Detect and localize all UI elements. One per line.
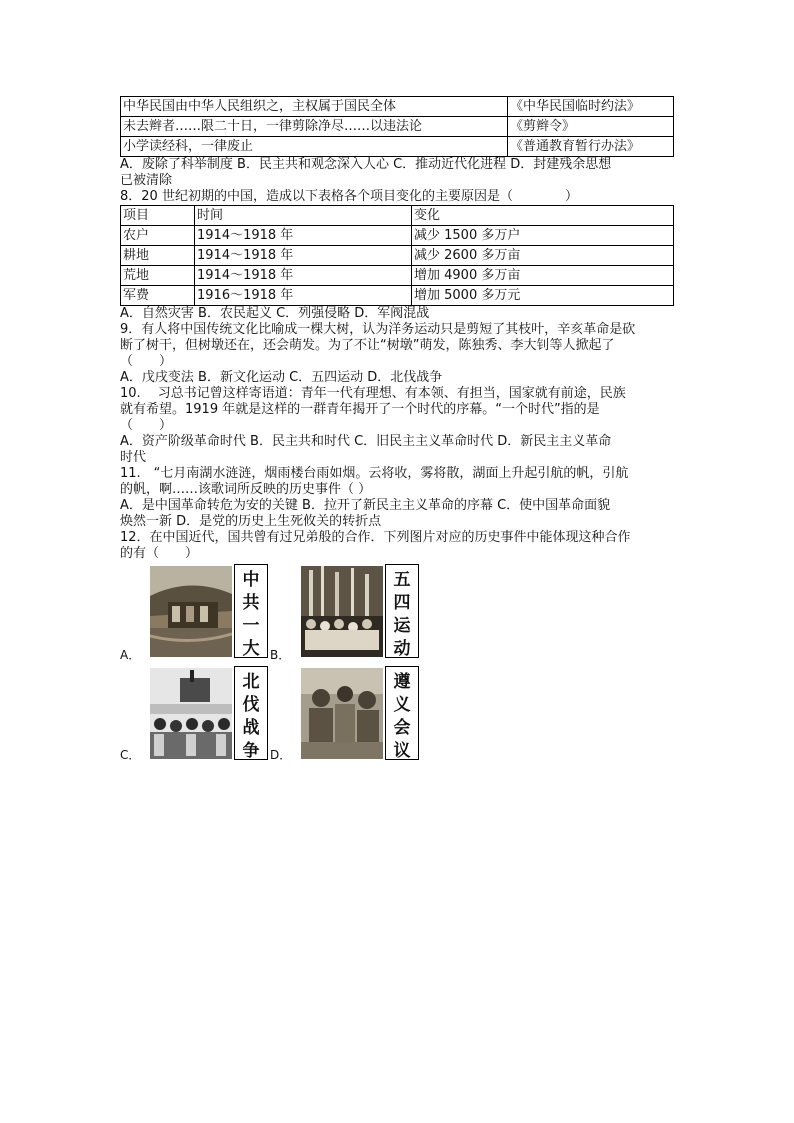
caption-char: 战: [242, 718, 260, 738]
caption-box-d: [385, 666, 419, 760]
caption-char: 伐: [242, 695, 260, 715]
option-letter-a: A．: [120, 648, 141, 662]
table-cell: 1916～1918 年: [195, 286, 412, 306]
table-cell: 《剪辫令》: [508, 117, 674, 137]
table-row: [121, 226, 674, 246]
table-row: [121, 246, 674, 266]
caption-char: 大: [242, 639, 260, 659]
q9-stem-line2: 断了树干，但树墩还在，还会萌发。为了不让“树墩”萌发，陈独秀、李大钊等人掀起了: [120, 338, 615, 353]
table-cell: 增加 5000 多万元: [412, 286, 674, 306]
q8-stem: 8．20 世纪初期的中国，造成以下表格各个项目变化的主要原因是（ ）: [120, 189, 578, 204]
column-header: 时间: [195, 206, 412, 226]
q10-options: A．资产阶级革命时代 B．民主共和时代 C．旧民主主义革命时代 D．新民主主义革命: [120, 434, 612, 449]
photo-zunyi-conference: [301, 668, 383, 759]
caption-char: 议: [393, 741, 411, 761]
caption-char: 四: [393, 593, 411, 613]
table-cell: 增加 4900 多万亩: [412, 266, 674, 286]
table-cell: 中华民国由中华人民组织之，主权属于国民全体: [121, 97, 508, 117]
caption-char: 遵: [393, 672, 411, 692]
option-letter-d: D．: [270, 748, 292, 762]
q10-stem-line2: 就有希望。1919 年就是这样的一群青年揭开了一个时代的序幕。“一个时代”指的是: [120, 402, 600, 417]
table-row: [121, 286, 674, 306]
q7-options: A．废除了科举制度 B．民主共和观念深入人心 C．推动近代化进程 D．封建残余思想: [120, 157, 612, 172]
table-cell: 减少 2600 多万亩: [412, 246, 674, 266]
q7-options-cont: 已被清除: [120, 173, 173, 188]
table-cell: 耕地: [121, 246, 195, 266]
table-cell: 小学读经科，一律废止: [121, 137, 508, 157]
q8-options: A．自然灾害 B．农民起义 C．列强侵略 D．军阀混战: [120, 306, 430, 321]
caption-char: 动: [393, 639, 411, 659]
caption-char: 中: [242, 570, 260, 590]
table-cell: 减少 1500 多万户: [412, 226, 674, 246]
table-cell: 1914～1918 年: [195, 246, 412, 266]
caption-box-c: [234, 666, 268, 760]
q10-stem-line1: 10. 习总书记曾这样寄语道：青年一代有理想、有本领、有担当，国家就有前途，民族: [120, 386, 626, 401]
constitution-table: [120, 96, 674, 157]
q8-table: [120, 205, 674, 306]
photo-northern-expedition: [150, 668, 232, 759]
caption-char: 运: [393, 616, 411, 636]
q11-options: A．是中国革命转危为安的关键 B．拉开了新民主主义革命的序幕 C．使中国革命面貌: [120, 498, 611, 513]
caption-char: 共: [242, 593, 260, 613]
caption-char: 争: [242, 741, 260, 761]
q10-options-cont: 时代: [120, 450, 147, 465]
table-cell: 未去辫者……限二十日，一律剪除净尽……以违法论: [121, 117, 508, 137]
q9-options: A．戊戌变法 B．新文化运动 C．五四运动 D．北伐战争: [120, 370, 443, 385]
q10-stem-line3: （ ）: [120, 418, 173, 433]
caption-char: 五: [393, 570, 411, 590]
caption-char: 一: [242, 616, 260, 636]
table-cell: 军费: [121, 286, 195, 306]
caption-char: 义: [393, 695, 411, 715]
photo-boat-meeting: [150, 566, 232, 657]
caption-box-b: [385, 564, 419, 658]
caption-box-a: [234, 564, 268, 658]
q12-image-options: [120, 564, 674, 764]
caption-char: 北: [242, 672, 260, 692]
q9-stem-line1: 9．有人将中国传统文化比喻成一棵大树，认为洋务运动只是剪短了其枝叶，辛亥革命是砍: [120, 322, 636, 337]
table-cell: 《普通教育暂行办法》: [508, 137, 674, 157]
table-row: [121, 117, 674, 137]
photo-may-fourth-crowd: [301, 566, 383, 657]
option-letter-c: C．: [120, 748, 141, 762]
table-cell: 农户: [121, 226, 195, 246]
q11-stem-line1: 11. “七月南湖水涟涟，烟雨楼台雨如烟。云将收，雾将散，湖面上升起引航的帆，引航: [120, 466, 629, 481]
caption-char: 会: [393, 718, 411, 738]
table-cell: 《中华民国临时约法》: [508, 97, 674, 117]
column-header: 项目: [121, 206, 195, 226]
table-cell: 1914～1918 年: [195, 226, 412, 246]
q12-stem-line2: 的有（ ）: [120, 546, 199, 561]
column-header: 变化: [412, 206, 674, 226]
table-cell: 1914～1918 年: [195, 266, 412, 286]
option-letter-b: B．: [270, 648, 291, 662]
q9-stem-line3: （ ）: [120, 354, 173, 369]
table-header-row: [121, 206, 674, 226]
q12-stem-line1: 12．在中国近代，国共曾有过兄弟般的合作．下列图片对应的历史事件中能体现这种合作: [120, 530, 631, 545]
q11-stem-line2: 的帆，啊……该歌词所反映的历史事件（ ）: [120, 482, 372, 497]
table-row: [121, 266, 674, 286]
table-row: [121, 137, 674, 157]
exam-page: [120, 96, 674, 764]
table-cell: 荒地: [121, 266, 195, 286]
q11-options-cont: 焕然一新 D．是党的历史上生死攸关的转折点: [120, 514, 382, 529]
table-row: [121, 97, 674, 117]
